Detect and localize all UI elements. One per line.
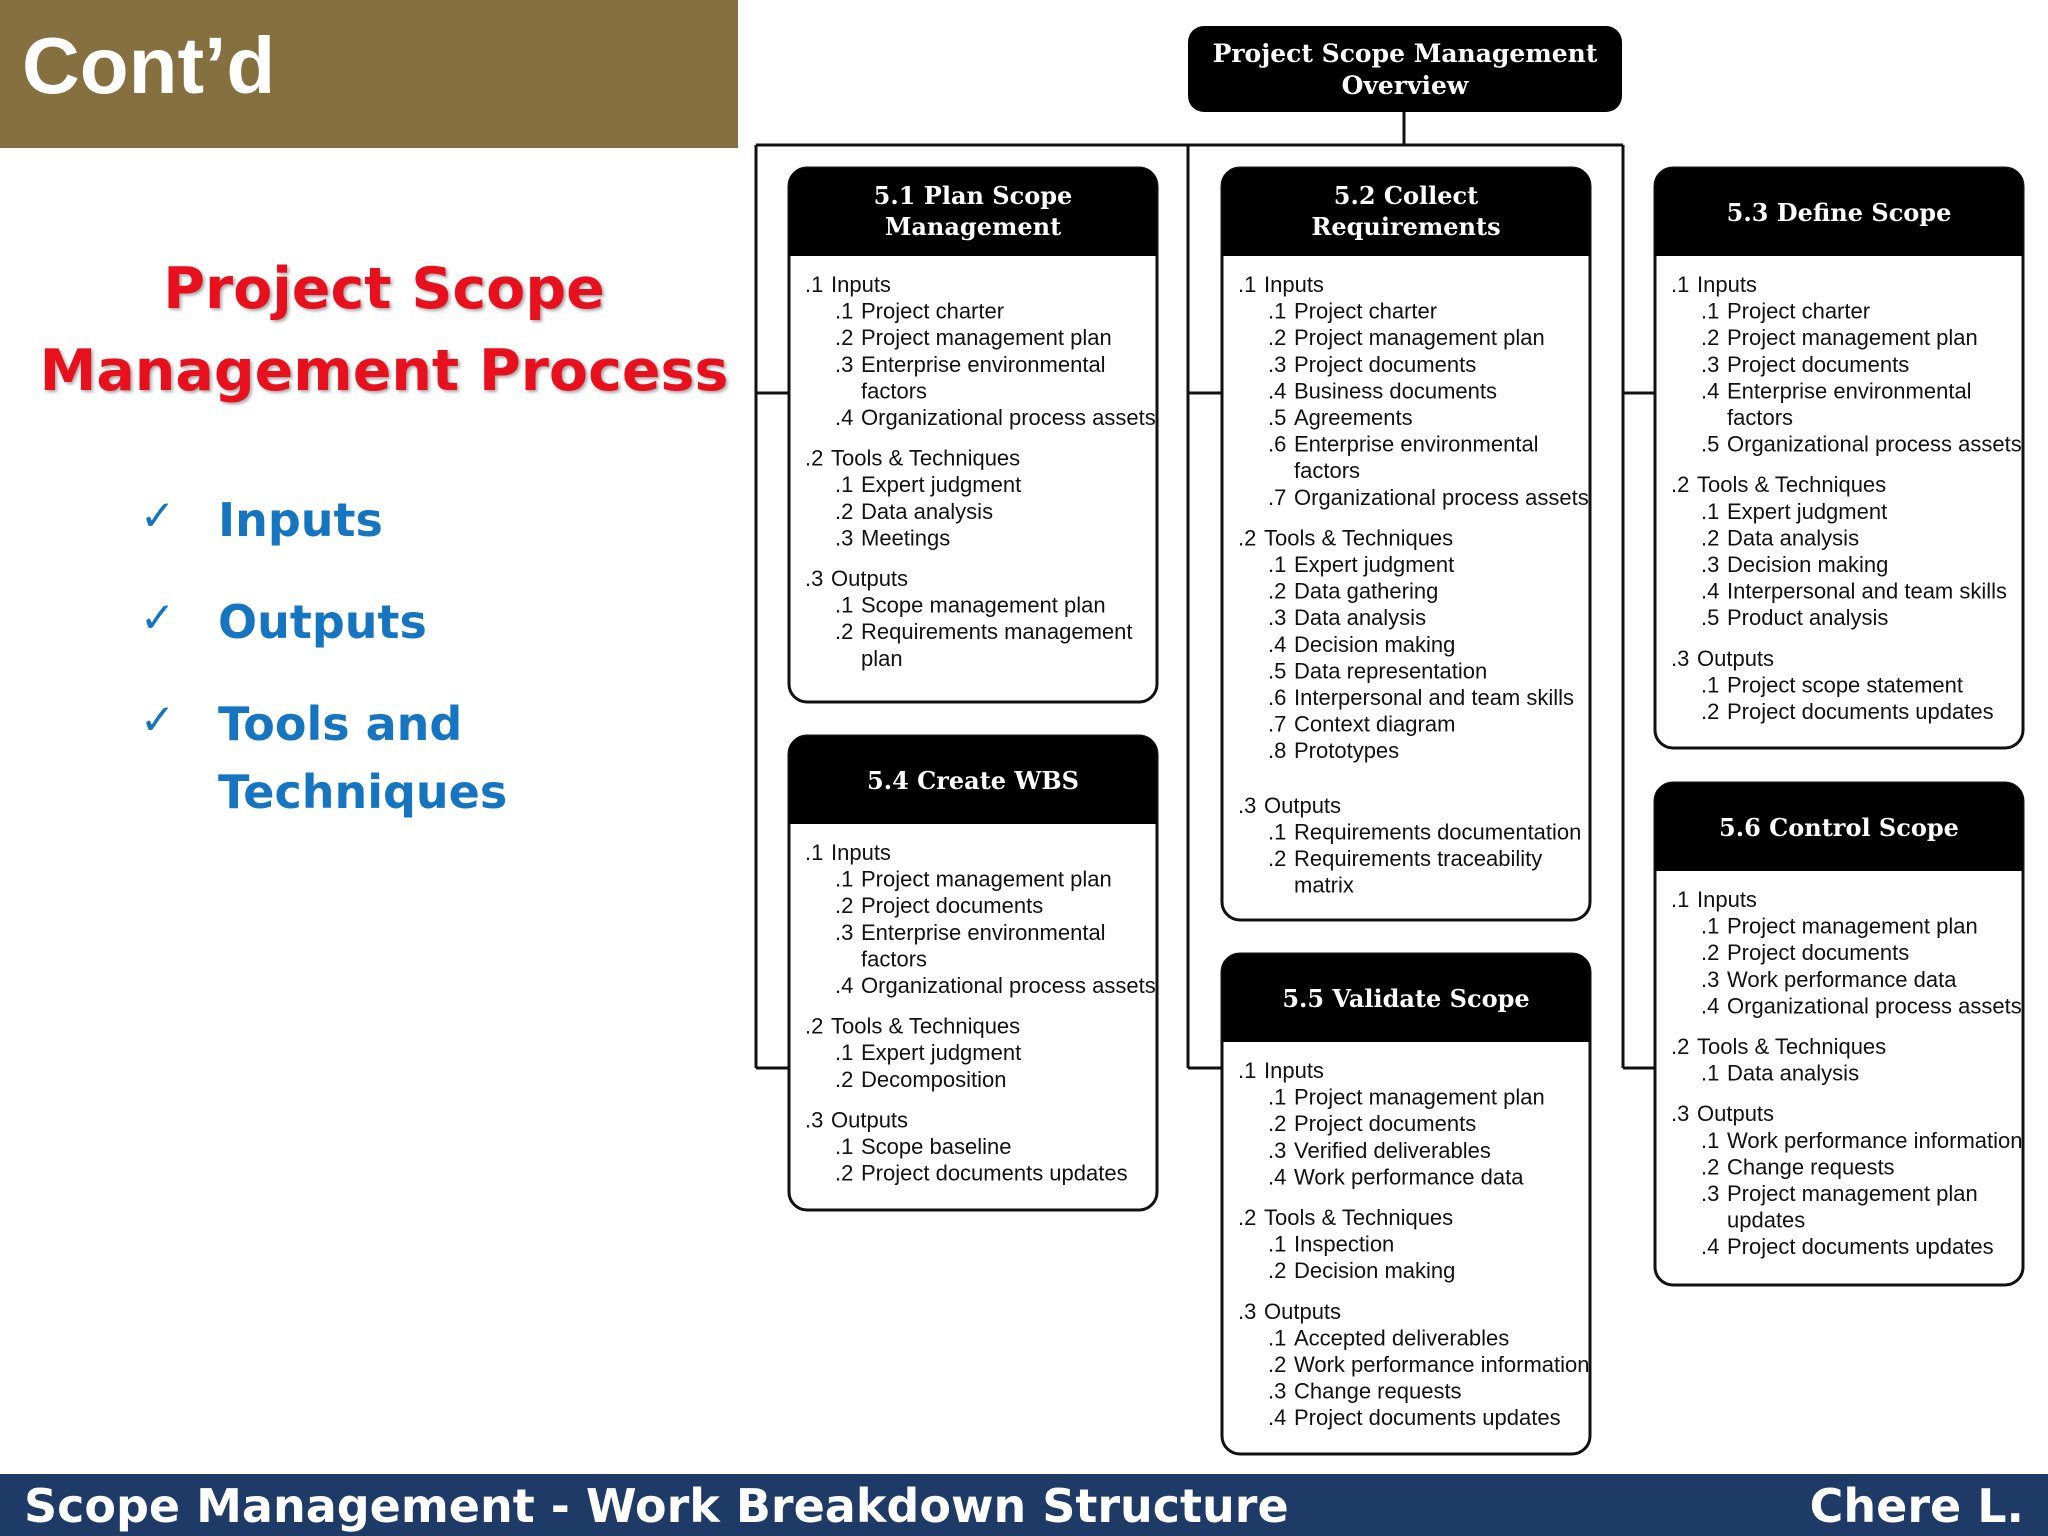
outline-item: Requirements management <box>861 619 1133 645</box>
outline-number: .3 <box>835 351 854 377</box>
outline-number: .1 <box>835 866 854 892</box>
outline-item: Enterprise environmental <box>1727 378 1972 404</box>
outline-number: .1 <box>1701 672 1720 698</box>
outline-item: plan <box>861 645 903 671</box>
outline-number: .3 <box>805 1107 824 1133</box>
outline-number: .5 <box>1268 405 1287 430</box>
outline-item: Interpersonal and team skills <box>1727 578 2008 604</box>
outline-item: Outputs <box>1264 1298 1342 1324</box>
process-box-title: 5.4 Create WBS <box>867 766 1079 795</box>
outline-number: .2 <box>835 325 854 351</box>
outline-number: .4 <box>835 405 854 430</box>
outline-item: Decision making <box>1294 1258 1456 1284</box>
outline-number: .4 <box>1268 1164 1287 1190</box>
outline-number: .2 <box>1701 525 1720 551</box>
bullet-label-line: Outputs <box>218 595 427 649</box>
outline-number: .2 <box>835 1160 854 1186</box>
outline-number: .1 <box>1238 1058 1257 1083</box>
outline-item: Work performance information <box>1294 1352 1590 1377</box>
checkmark-icon: ✓ <box>140 695 176 744</box>
outline-item: Project management plan <box>861 866 1112 892</box>
outline-item: Tools & Techniques <box>831 1013 1021 1039</box>
outline-number: .1 <box>1701 1060 1720 1086</box>
outline-item: Project documents <box>1727 351 1910 377</box>
outline-number: .4 <box>1268 631 1287 657</box>
outline-number: .1 <box>1701 1127 1720 1153</box>
outline-item: Decision making <box>1727 552 1889 577</box>
outline-number: .2 <box>1268 578 1287 604</box>
outline-number: .2 <box>835 1066 854 1092</box>
outline-item: Project charter <box>861 298 1005 324</box>
outline-number: .1 <box>1238 272 1257 297</box>
outline-number: .3 <box>1701 1181 1720 1206</box>
outline-item: Tools & Techniques <box>1697 472 1887 498</box>
outline-item: Organizational process assets <box>861 405 1156 430</box>
outline-item: Project documents updates <box>1727 1234 1994 1260</box>
outline-item: Project management plan <box>1727 913 1978 939</box>
outline-number: .6 <box>1268 685 1287 710</box>
outline-item: Inputs <box>1697 272 1757 297</box>
outline-number: .4 <box>1268 378 1287 404</box>
outline-item: Context diagram <box>1294 711 1456 737</box>
outline-item: Data analysis <box>1727 1060 1860 1086</box>
outline-item: Project charter <box>1294 298 1438 324</box>
outline-item: Project management plan <box>1727 325 1978 351</box>
outline-item: Decomposition <box>861 1066 1007 1092</box>
outline-item: Business documents <box>1294 378 1497 404</box>
outline-item: factors <box>861 378 928 404</box>
root-title: Overview <box>1341 71 1469 100</box>
outline-item: Data gathering <box>1294 578 1439 604</box>
outline-number: .2 <box>1701 940 1720 966</box>
outline-number: .1 <box>805 272 824 297</box>
outline-item: Agreements <box>1294 405 1413 430</box>
outline-number: .3 <box>1268 1137 1287 1163</box>
outline-item: Project documents updates <box>1727 699 1994 724</box>
outline-item: Organizational process assets <box>861 973 1156 998</box>
root-title: Project Scope Management <box>1212 39 1598 68</box>
outline-item: Decision making <box>1294 631 1456 657</box>
outline-item: Meetings <box>861 525 951 551</box>
outline-item: Inputs <box>831 272 891 297</box>
process-box-title: Management <box>884 212 1062 241</box>
outline-number: .1 <box>805 840 824 865</box>
outline-number: .5 <box>1701 605 1720 631</box>
outline-item: Change requests <box>1294 1378 1462 1404</box>
outline-number: .4 <box>1701 578 1720 604</box>
process-box-title: 5.3 Define Scope <box>1726 198 1952 227</box>
outline-item: factors <box>861 946 928 972</box>
outline-number: .1 <box>1268 1084 1287 1110</box>
outline-number: .3 <box>1238 792 1257 818</box>
outline-item: Data analysis <box>861 498 994 524</box>
outline-item: Inputs <box>1264 272 1324 297</box>
outline-item: Project management plan <box>1294 325 1545 351</box>
outline-item: Project documents <box>861 893 1044 919</box>
section-heading-line2: Management Process <box>39 338 729 404</box>
outline-item: Project management plan <box>861 325 1112 351</box>
outline-item: updates <box>1727 1207 1806 1233</box>
outline-number: .5 <box>1701 431 1720 457</box>
outline-item: factors <box>1727 405 1794 430</box>
outline-item: Project documents updates <box>1294 1405 1561 1431</box>
outline-number: .4 <box>1701 378 1720 404</box>
outline-item: Interpersonal and team skills <box>1294 685 1575 710</box>
outline-number: .2 <box>1268 325 1287 351</box>
outline-number: .3 <box>1268 351 1287 377</box>
outline-item: Scope baseline <box>861 1134 1012 1159</box>
bullet-label-line: Inputs <box>218 493 383 547</box>
outline-item: Requirements traceability <box>1294 846 1543 871</box>
outline-number: .1 <box>1701 298 1720 324</box>
outline-number: .4 <box>835 973 854 998</box>
outline-number: .6 <box>1268 431 1287 457</box>
outline-item: Project documents <box>1294 351 1477 377</box>
outline-item: Outputs <box>831 1107 909 1133</box>
outline-number: .7 <box>1268 711 1287 737</box>
outline-number: .3 <box>805 566 824 591</box>
outline-item: Work performance information <box>1727 1127 2023 1153</box>
outline-number: .4 <box>1268 1405 1287 1431</box>
outline-number: .1 <box>1671 887 1690 912</box>
outline-number: .8 <box>1268 738 1287 764</box>
outline-item: Inputs <box>1697 887 1757 912</box>
outline-number: .2 <box>1238 1205 1257 1230</box>
outline-item: Organizational process assets <box>1727 431 2022 457</box>
outline-item: Expert judgment <box>861 472 1022 498</box>
outline-item: Scope management plan <box>861 592 1106 618</box>
outline-number: .2 <box>1268 846 1287 871</box>
outline-number: .3 <box>1268 605 1287 631</box>
outline-number: .3 <box>835 525 854 551</box>
outline-number: .3 <box>1671 1101 1690 1127</box>
checkmark-icon: ✓ <box>140 491 176 540</box>
outline-number: .1 <box>835 592 854 618</box>
outline-number: .1 <box>1268 819 1287 845</box>
outline-item: Project charter <box>1727 298 1871 324</box>
outline-number: .2 <box>1671 472 1690 498</box>
outline-number: .3 <box>1701 351 1720 377</box>
outline-number: .4 <box>1701 993 1720 1019</box>
process-box-title: Requirements <box>1311 212 1501 241</box>
outline-item: Requirements documentation <box>1294 819 1582 845</box>
outline-item: Project scope statement <box>1727 672 1964 698</box>
outline-item: Inspection <box>1294 1231 1395 1257</box>
outline-item: Verified deliverables <box>1294 1137 1491 1163</box>
outline-number: .2 <box>1268 1352 1287 1377</box>
outline-number: .1 <box>1701 498 1720 524</box>
outline-item: Data representation <box>1294 658 1488 684</box>
footer-author: Chere L. <box>1809 1479 2024 1533</box>
outline-number: .3 <box>1268 1378 1287 1404</box>
outline-number: .2 <box>805 445 824 471</box>
outline-number: .3 <box>1701 966 1720 992</box>
outline-number: .2 <box>1268 1258 1287 1284</box>
outline-number: .1 <box>835 472 854 498</box>
outline-item: Change requests <box>1727 1154 1895 1180</box>
outline-number: .1 <box>1268 1231 1287 1257</box>
outline-number: .2 <box>835 619 854 645</box>
outline-item: Project documents <box>1294 1111 1477 1137</box>
process-box-title: 5.1 Plan Scope <box>873 181 1073 210</box>
outline-number: .4 <box>1701 1234 1720 1260</box>
outline-number: .2 <box>1238 525 1257 551</box>
outline-number: .2 <box>1268 1111 1287 1137</box>
footer-bar <box>0 1474 2048 1536</box>
outline-number: .1 <box>1701 913 1720 939</box>
outline-item: factors <box>1294 458 1361 484</box>
outline-number: .2 <box>805 1013 824 1039</box>
outline-item: Expert judgment <box>1294 552 1455 577</box>
outline-number: .2 <box>1701 325 1720 351</box>
outline-item: Work performance data <box>1727 966 1957 992</box>
outline-item: Outputs <box>831 566 909 591</box>
outline-item: Project management plan <box>1727 1181 1978 1206</box>
section-heading-line1: Project Scope <box>163 256 605 322</box>
outline-number: .3 <box>1671 645 1690 671</box>
process-box-title: 5.5 Validate Scope <box>1282 984 1530 1013</box>
outline-item: Project management plan <box>1294 1084 1545 1110</box>
outline-item: Outputs <box>1264 792 1342 818</box>
bullet-label-line: Tools and <box>218 697 463 751</box>
outline-number: .2 <box>1701 699 1720 724</box>
bullet-label-line: Techniques <box>218 765 508 819</box>
outline-number: .3 <box>1238 1298 1257 1324</box>
outline-item: Tools & Techniques <box>1264 1205 1454 1230</box>
outline-item: Organizational process assets <box>1727 993 2022 1019</box>
outline-number: .1 <box>1268 1325 1287 1351</box>
outline-number: .1 <box>835 298 854 324</box>
footer-title: Scope Management - Work Breakdown Structure <box>24 1479 1289 1533</box>
outline-item: Expert judgment <box>861 1040 1022 1066</box>
outline-item: Accepted deliverables <box>1294 1325 1510 1351</box>
outline-number: .2 <box>1701 1154 1720 1180</box>
checkmark-icon: ✓ <box>140 593 176 642</box>
process-box-title: 5.6 Control Scope <box>1719 813 1959 842</box>
outline-number: .1 <box>835 1134 854 1159</box>
outline-number: .2 <box>1671 1034 1690 1059</box>
outline-number: .7 <box>1268 484 1287 510</box>
outline-number: .2 <box>835 893 854 919</box>
outline-item: Enterprise environmental <box>1294 431 1539 457</box>
outline-item: Outputs <box>1697 645 1775 671</box>
outline-item: Project documents <box>1727 940 1910 966</box>
process-box-title: 5.2 Collect <box>1333 181 1479 210</box>
outline-item: Organizational process assets <box>1294 484 1589 510</box>
outline-number: .1 <box>1268 552 1287 577</box>
outline-item: Tools & Techniques <box>1264 525 1454 551</box>
outline-item: Enterprise environmental <box>861 919 1106 945</box>
outline-number: .2 <box>835 498 854 524</box>
outline-number: .1 <box>835 1040 854 1066</box>
outline-number: .3 <box>835 919 854 945</box>
outline-item: Data analysis <box>1727 525 1860 551</box>
outline-number: .5 <box>1268 658 1287 684</box>
outline-item: matrix <box>1294 872 1354 898</box>
outline-item: Tools & Techniques <box>831 445 1021 471</box>
outline-item: Inputs <box>831 840 891 865</box>
outline-item: Expert judgment <box>1727 498 1888 524</box>
outline-item: Product analysis <box>1727 605 1889 631</box>
outline-item: Inputs <box>1264 1058 1324 1083</box>
outline-item: Outputs <box>1697 1101 1775 1127</box>
outline-item: Enterprise environmental <box>861 351 1106 377</box>
outline-item: Work performance data <box>1294 1164 1524 1190</box>
outline-item: Tools & Techniques <box>1697 1034 1887 1059</box>
outline-number: .1 <box>1671 272 1690 297</box>
outline-item: Prototypes <box>1294 738 1400 764</box>
slide-title: Cont’d <box>22 21 276 110</box>
outline-item: Project documents updates <box>861 1160 1128 1186</box>
outline-number: .1 <box>1268 298 1287 324</box>
outline-item: Data analysis <box>1294 605 1427 631</box>
outline-number: .3 <box>1701 552 1720 577</box>
